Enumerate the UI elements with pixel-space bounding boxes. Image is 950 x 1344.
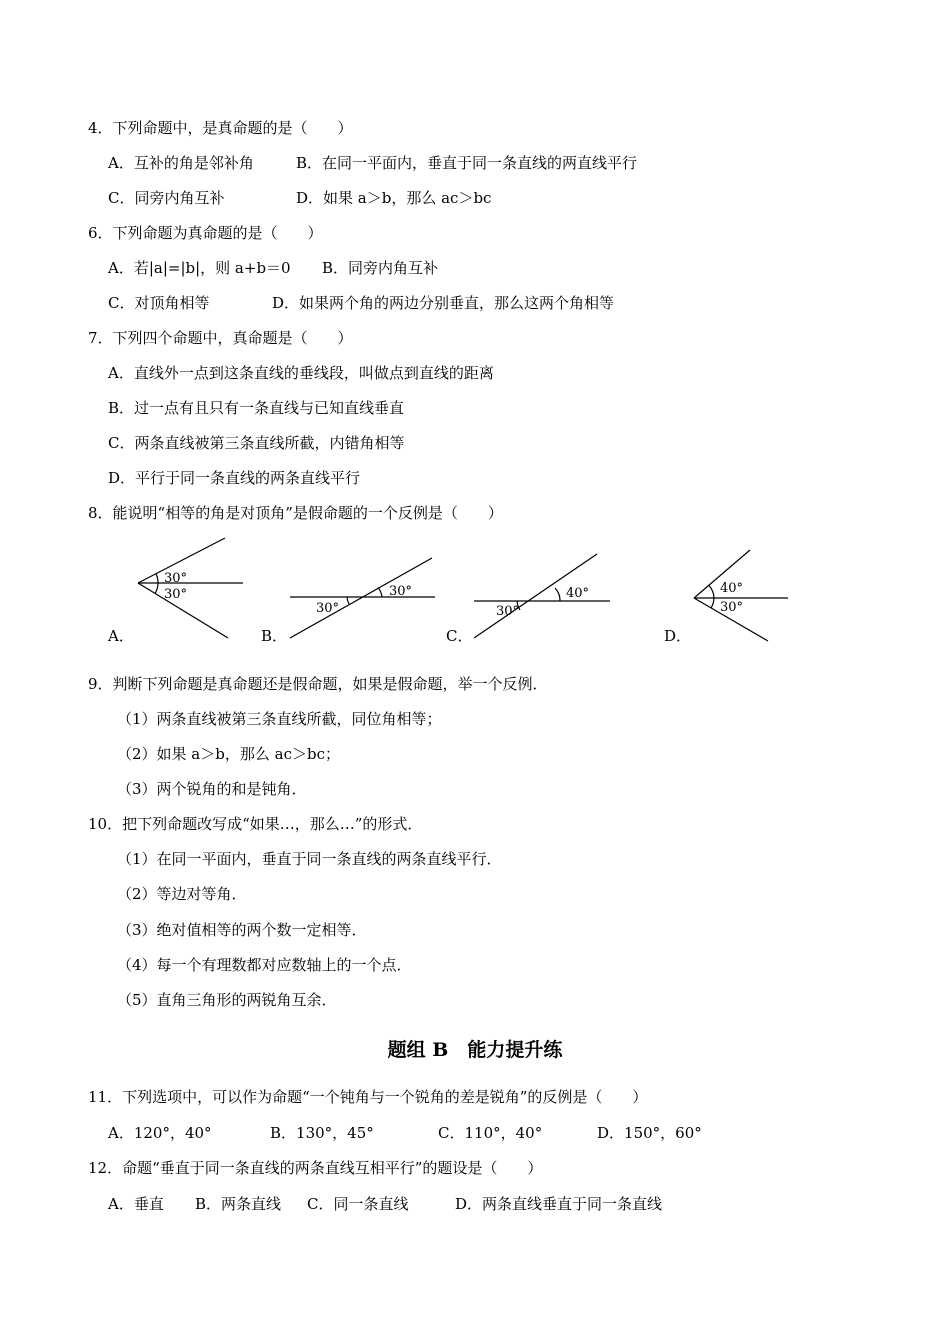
q12-option-a: A．垂直 [108, 1195, 164, 1213]
fig-c-angle-left: 30° [496, 604, 520, 619]
fig-a-arc-lower [155, 583, 158, 594]
q9-item-3: （3）两个锐角的和是钝角． [117, 780, 307, 798]
q4-option-b: B．在同一平面内，垂直于同一条直线的两直线平行 [296, 154, 638, 172]
fig-d-angle-lower: 30° [720, 600, 744, 615]
q7-option-d: D．平行于同一条直线的两条直线平行 [108, 469, 361, 487]
q11-option-d: D．150°，60° [597, 1124, 702, 1142]
q6-stem: 6．下列命题为真命题的是（ ） [88, 224, 323, 242]
q10-item-5: （5）直角三角形的两锐角互余． [117, 991, 337, 1009]
section-title: 题组 B 能力提升练 [387, 1039, 563, 1061]
q12-option-c: C．同一条直线 [307, 1195, 409, 1213]
q11-option-c: C．110°，40° [438, 1124, 543, 1142]
q7-stem: 7．下列四个命题中，真命题是（ ） [88, 329, 353, 347]
q7-option-c: C．两条直线被第三条直线所截，内错角相等 [108, 434, 405, 452]
fig-a-arc-upper [156, 574, 158, 583]
fig-b-arc-right [378, 588, 382, 598]
q10-item-3: （3）绝对值相等的两个数一定相等． [117, 921, 367, 939]
fig-d-arc-lower [711, 598, 714, 608]
fig-c-arc-right [555, 588, 560, 601]
q11-stem: 11．下列选项中，可以作为命题“一个钝角与一个锐角的差是锐角”的反例是（ ） [88, 1088, 648, 1106]
fig-d-angle-upper: 40° [720, 581, 744, 596]
fig-b-arc-left [347, 597, 349, 604]
q8-angle-figures [0, 532, 950, 650]
q9-item-2: （2）如果 a＞b，那么 ac＞bc； [117, 745, 340, 763]
q9-item-1: （1）两条直线被第三条直线所截，同位角相等； [117, 710, 442, 728]
fig-a-label: A． [108, 627, 134, 645]
q6-option-a: A．若|a|=|b|，则 a+b＝0 [108, 259, 291, 277]
fig-b-label: B． [261, 627, 288, 645]
q11-option-a: A．120°，40° [108, 1124, 212, 1142]
fig-b-angle-left: 30° [316, 601, 340, 616]
fig-c-label: C． [446, 627, 473, 645]
q7-option-b: B．过一点有且只有一条直线与已知直线垂直 [108, 399, 405, 417]
q8-stem: 8．能说明“相等的角是对顶角”是假命题的一个反例是（ ） [88, 504, 503, 522]
fig-b-angle-right: 30° [389, 584, 413, 599]
q12-stem: 12．命题“垂直于同一条直线的两条直线互相平行”的题设是（ ） [88, 1159, 543, 1177]
q10-item-2: （2）等边对等角． [117, 885, 247, 903]
q4-option-d: D．如果 a＞b，那么 ac＞bc [296, 189, 492, 207]
q6-option-d: D．如果两个角的两边分别垂直，那么这两个角相等 [272, 294, 615, 312]
q10-item-1: （1）在同一平面内，垂直于同一条直线的两条直线平行． [117, 850, 502, 868]
fig-c-angle-right: 40° [566, 586, 590, 601]
fig-d-label: D． [664, 627, 692, 645]
q6-option-b: B．同旁内角互补 [322, 259, 439, 277]
q6-option-c: C．对顶角相等 [108, 294, 210, 312]
fig-a-angle-lower: 30° [164, 587, 188, 602]
q10-stem: 10．把下列命题改写成“如果…，那么…”的形式． [88, 815, 423, 833]
q9-stem: 9．判断下列命题是真命题还是假命题，如果是假命题，举一个反例． [88, 675, 548, 693]
q12-option-d: D．两条直线垂直于同一条直线 [455, 1195, 663, 1213]
q4-stem: 4．下列命题中，是真命题的是（ ） [88, 119, 353, 137]
q10-item-4: （4）每一个有理数都对应数轴上的一个点． [117, 956, 412, 974]
q12-option-b: B．两条直线 [195, 1195, 282, 1213]
q4-option-c: C．同旁内角互补 [108, 189, 225, 207]
q4-option-a: A．互补的角是邻补角 [108, 154, 254, 172]
q11-option-b: B．130°，45° [270, 1124, 374, 1142]
fig-d-arc-upper [709, 586, 714, 599]
fig-a-angle-upper: 30° [164, 571, 188, 586]
q7-option-a: A．直线外一点到这条直线的垂线段，叫做点到直线的距离 [108, 364, 494, 382]
